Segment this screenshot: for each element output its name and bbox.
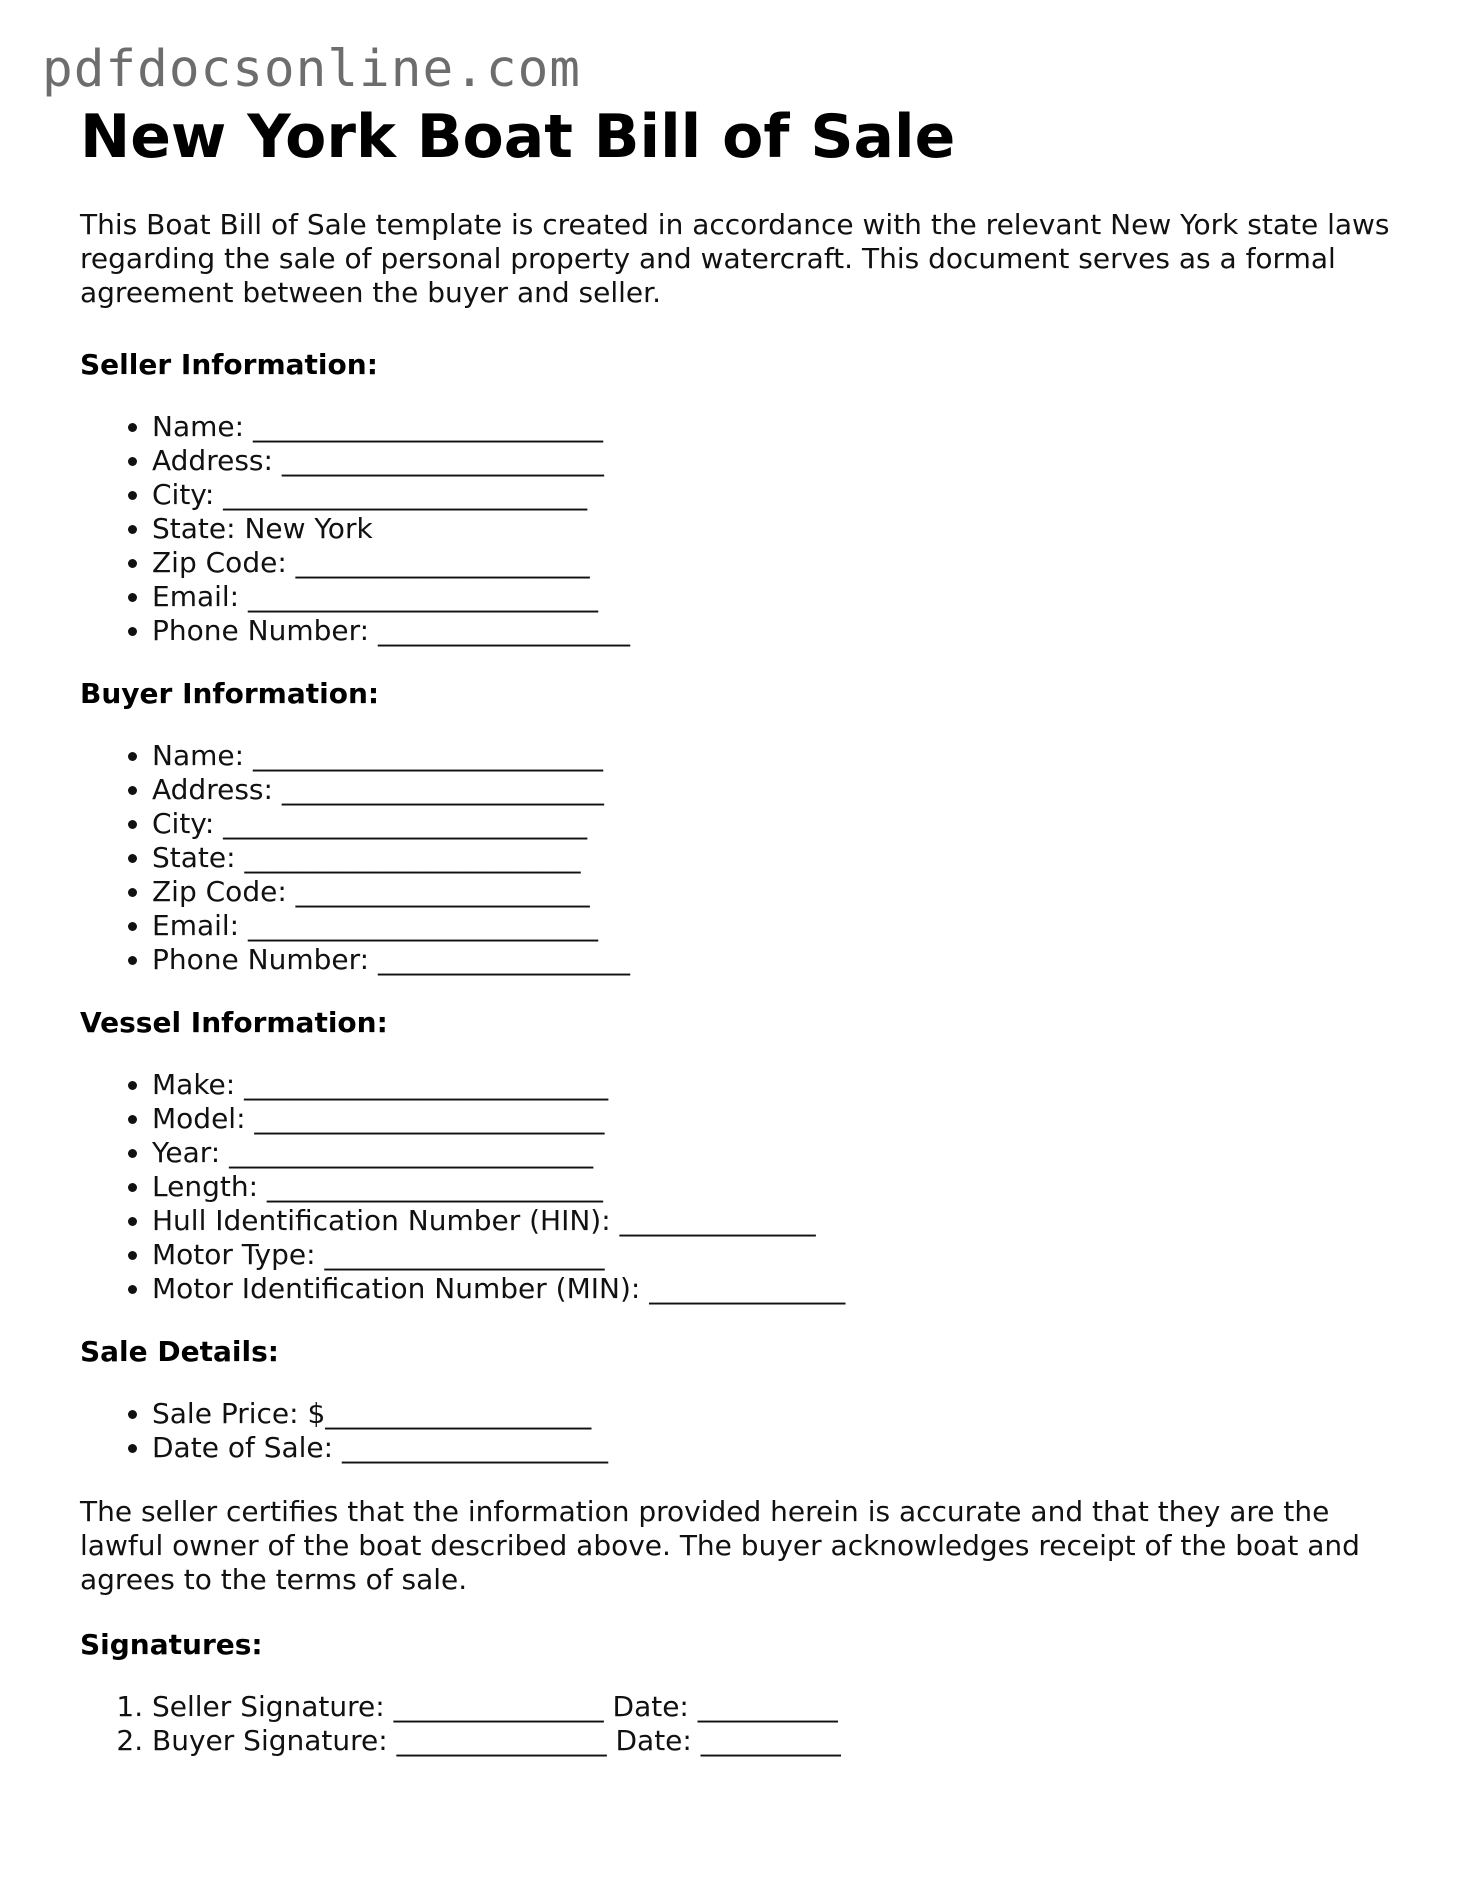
buyer-signature-line: 2. Buyer Signature: _______________ Date: __________ [152,1724,1390,1758]
sale-section-heading: Sale Details: [80,1335,279,1368]
vessel-model-field: • Model: _________________________ [152,1102,1390,1136]
seller-signature-line: 1. Seller Signature: _______________ Date: __________ [152,1690,1390,1724]
sale-date-field: • Date of Sale: ___________________ [152,1431,1390,1465]
buyer-state-field: • State: ________________________ [152,841,1390,875]
seller-phone-field: • Phone Number: __________________ [152,614,1390,648]
vessel-hin-field: • Hull Identification Number (HIN): ______________ [152,1204,1390,1238]
vessel-year-field: • Year: __________________________ [152,1136,1390,1170]
buyer-city-field: • City: __________________________ [152,807,1390,841]
buyer-zip-field: • Zip Code: _____________________ [152,875,1390,909]
watermark-text: pdfdocsonline.com [42,40,581,99]
sale-price-field: • Sale Price: $___________________ [152,1397,1390,1431]
buyer-email-field: • Email: _________________________ [152,909,1390,943]
vessel-make-field: • Make: __________________________ [152,1068,1390,1102]
vessel-motor-type-field: • Motor Type: ____________________ [152,1238,1390,1272]
buyer-name-field: • Name: _________________________ [152,739,1390,773]
seller-section-heading: Seller Information: [80,348,378,381]
certification-paragraph: The seller certifies that the information provided herein is accurate and that they are the lawful owner of the boat described above. The buyer acknowledges receipt of the boat and agrees to the terms of sale. [80,1495,1360,1596]
vessel-min-field: • Motor Identification Number (MIN): ______________ [152,1272,1390,1306]
seller-name-field: • Name: _________________________ [152,410,1390,444]
document-page [80,104,1390,1758]
seller-address-field: • Address: _______________________ [152,444,1390,478]
seller-info-list [80,410,1390,648]
intro-paragraph: This Boat Bill of Sale template is created in accordance with the relevant New York state laws regarding the sale of personal property and watercraft. This document serves as a formal agreement between the buyer and seller. [80,208,1390,309]
seller-email-field: • Email: _________________________ [152,580,1390,614]
buyer-section-heading: Buyer Information: [80,677,380,710]
seller-state-field: • State: New York [152,512,1390,546]
seller-city-field: • City: __________________________ [152,478,1390,512]
signatures-list [80,1690,1390,1758]
buyer-address-field: • Address: _______________________ [152,773,1390,807]
document-title: New York Boat Bill of Sale [80,102,956,172]
buyer-info-list [80,739,1390,977]
signatures-section-heading: Signatures: [80,1628,263,1661]
buyer-phone-field: • Phone Number: __________________ [152,943,1390,977]
vessel-info-list [80,1068,1390,1306]
vessel-section-heading: Vessel Information: [80,1006,388,1039]
seller-zip-field: • Zip Code: _____________________ [152,546,1390,580]
sale-details-list [80,1397,1390,1465]
vessel-length-field: • Length: ________________________ [152,1170,1390,1204]
